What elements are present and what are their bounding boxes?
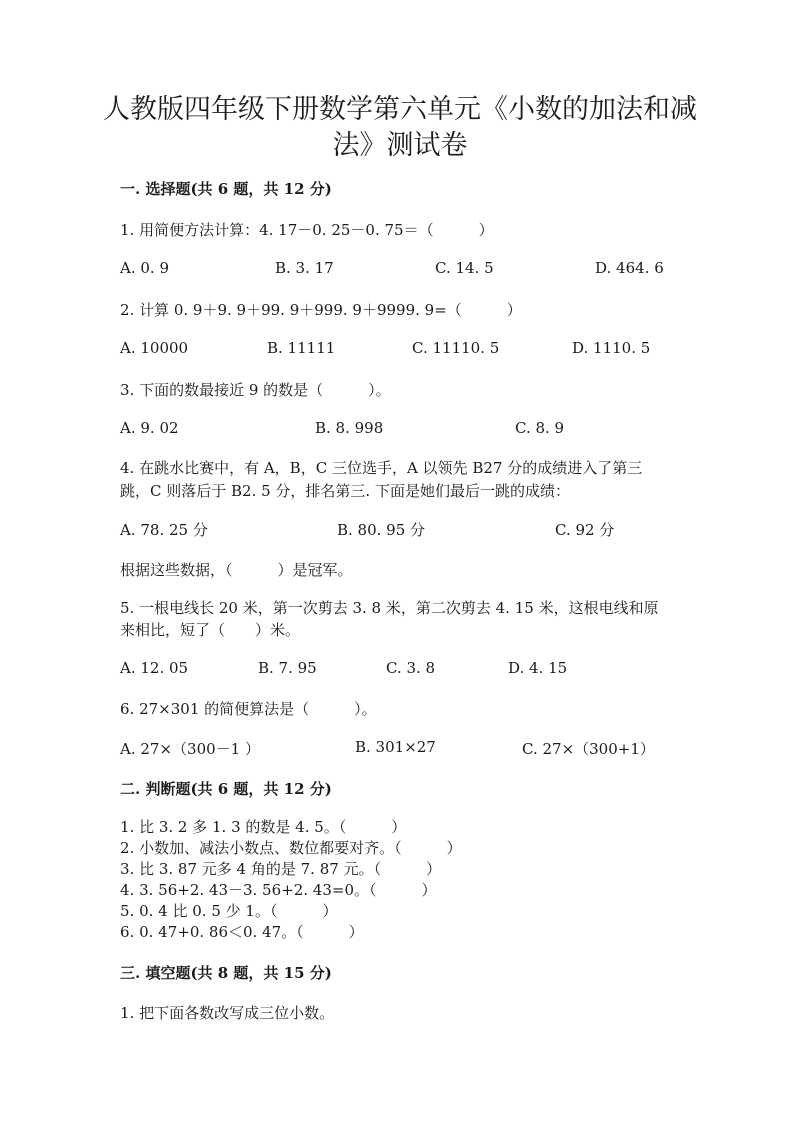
title-line-2: 法》测试卷 bbox=[332, 130, 468, 161]
option-c: C. 3. 8 bbox=[386, 659, 436, 677]
option-c: C. 27×（300+1） bbox=[522, 740, 655, 758]
question-stem-line: 4. 在跳水比赛中，有 A，B，C 三位选手，A 以领先 B27 分的成绩进入了第三 bbox=[120, 459, 643, 477]
option-c: C. 11110. 5 bbox=[412, 339, 500, 357]
option-b: B. 3. 17 bbox=[275, 259, 334, 277]
judgment-item: 2. 小数加、减法小数点、数位都要对齐。（ ） bbox=[120, 839, 462, 857]
option-c: C. 14. 5 bbox=[435, 259, 494, 277]
section-heading: 一. 选择题(共 6 题，共 12 分) bbox=[120, 180, 332, 198]
option-b: B. 8. 998 bbox=[315, 419, 384, 437]
option-c: C. 8. 9 bbox=[515, 419, 565, 437]
page-title bbox=[100, 92, 700, 164]
question-stem: 2. 计算 0. 9＋9. 9＋99. 9＋999. 9＋9999. 9=（ ） bbox=[120, 301, 522, 319]
option-a: A. 0. 9 bbox=[120, 259, 169, 277]
title-line-1: 人教版四年级下册数学第六单元《小数的加法和减 bbox=[103, 94, 697, 125]
option-b: B. 7. 95 bbox=[258, 659, 317, 677]
question-stem: 6. 27×301 的简便算法是（ ）。 bbox=[120, 700, 377, 718]
option-b: B. 80. 95 分 bbox=[337, 521, 426, 539]
option-a: A. 12. 05 bbox=[120, 659, 189, 677]
section-heading: 三. 填空题(共 8 题，共 15 分) bbox=[120, 964, 332, 982]
option-b: B. 11111 bbox=[267, 339, 336, 357]
question-stem-line: 跳，C 则落后于 B2. 5 分，排名第三. 下面是她们最后一跳的成绩： bbox=[120, 482, 570, 500]
option-a: A. 9. 02 bbox=[120, 419, 179, 437]
judgment-item: 6. 0. 47+0. 86＜0. 47。（ ） bbox=[120, 923, 364, 941]
option-a: A. 78. 25 分 bbox=[120, 521, 208, 539]
question-stem-line: 来相比，短了（ ）米。 bbox=[120, 621, 301, 639]
fill-in-item: 1. 把下面各数改写成三位小数。 bbox=[120, 1004, 335, 1022]
section-heading: 二. 判断题(共 6 题，共 12 分) bbox=[120, 780, 332, 798]
option-c: C. 92 分 bbox=[555, 521, 615, 539]
judgment-item: 1. 比 3. 2 多 1. 3 的数是 4. 5。（ ） bbox=[120, 818, 407, 836]
question-stem-line: 5. 一根电线长 20 米，第一次剪去 3. 8 米，第二次剪去 4. 15 米，这根电线和原 bbox=[120, 599, 659, 617]
option-a: A. 10000 bbox=[120, 339, 189, 357]
judgment-item: 5. 0. 4 比 0. 5 少 1。（ ） bbox=[120, 902, 338, 920]
question-stem: 3. 下面的数最接近 9 的数是（ ）。 bbox=[120, 381, 391, 399]
question-stem: 1. 用简便方法计算：4. 17－0. 25－0. 75＝（ ） bbox=[120, 221, 494, 239]
question-follow-up: 根据这些数据，（ ）是冠军。 bbox=[120, 561, 353, 579]
option-d: D. 1110. 5 bbox=[572, 339, 651, 357]
judgment-item: 4. 3. 56+2. 43－3. 56+2. 43=0。（ ） bbox=[120, 881, 437, 899]
option-d: D. 4. 15 bbox=[508, 659, 568, 677]
option-a: A. 27×（300－1 ） bbox=[120, 740, 260, 758]
judgment-item: 3. 比 3. 87 元多 4 角的是 7. 87 元。（ ） bbox=[120, 860, 442, 878]
option-d: D. 464. 6 bbox=[595, 259, 664, 277]
option-b: B. 301×27 bbox=[355, 738, 436, 756]
